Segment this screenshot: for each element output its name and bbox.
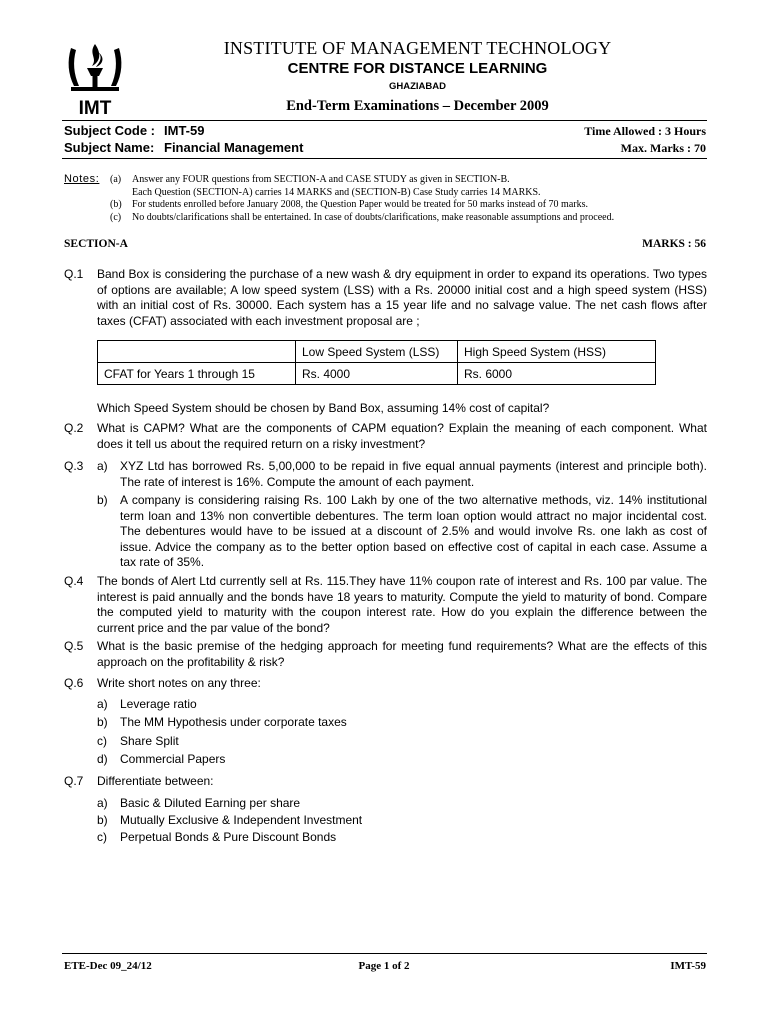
list-item-letter: c) <box>97 734 107 748</box>
centre-name: CENTRE FOR DISTANCE LEARNING <box>287 60 548 77</box>
note-c-line-1: No doubts/clarifications shall be entertained. In case of doubts/clarifications, make reasonable assumptions and proceed. <box>132 212 615 223</box>
q7-number: Q.7 <box>64 774 84 788</box>
footer-code: ETE-Dec 09_24/12 <box>64 960 152 972</box>
q7-text: Differentiate between: <box>97 774 214 788</box>
logo-text: IMT <box>78 98 112 118</box>
list-item: Share Split <box>120 734 179 748</box>
table-cell-lss: Rs. 4000 <box>296 363 458 385</box>
subject-code-line <box>64 123 204 138</box>
exam-title: End-Term Examinations – December 2009 <box>286 98 549 114</box>
imt-logo <box>62 40 128 118</box>
table-row <box>98 363 656 385</box>
q2-text: What is CAPM? What are the components of CAPM equation? Explain the meaning of each component. What does it tell us about the required return on a risky investment? <box>97 421 707 451</box>
list-item: The MM Hypothesis under corporate taxes <box>120 715 347 729</box>
note-b-line-1: For students enrolled before January 2008, the Question Paper would be treated for 50 marks instead of 70 marks. <box>132 199 588 210</box>
q1-number: Q.1 <box>64 267 84 281</box>
subject-code-value: IMT-59 <box>164 123 205 138</box>
note-c-letter: (c) <box>110 212 122 223</box>
q4-number: Q.4 <box>64 574 84 588</box>
section-marks: MARKS : 56 <box>642 238 706 250</box>
table-header-lss: Low Speed System (LSS) <box>296 341 458 363</box>
subject-name-value: Financial Management <box>164 140 304 155</box>
q4-text: The bonds of Alert Ltd currently sell at Rs. 115.They have 11% coupon rate of interest and Rs. 100 par value. The interest is paid annually and the bonds have 18 years to maturity. Compute the yield to maturity of bond. Compare the computed yield to maturity with the coupon interest rate. How do you explain the difference between the current price and the par value of the bond? <box>97 574 707 635</box>
list-item-letter: b) <box>97 715 108 729</box>
q1-question: Which Speed System should be chosen by Band Box, assuming 14% cost of capital? <box>97 401 550 415</box>
note-a-line-2: Each Question (SECTION-A) carries 14 MARKS and (SECTION-B) Case Study carries 14 MARKS. <box>132 187 541 198</box>
table-header-hss: High Speed System (HSS) <box>458 341 656 363</box>
list-item: Commercial Papers <box>120 752 226 766</box>
table-header-cell-empty <box>98 341 296 363</box>
header-rule-bottom <box>62 158 707 159</box>
q6-number: Q.6 <box>64 676 84 690</box>
list-item-letter: c) <box>97 830 107 844</box>
max-marks: Max. Marks : 70 <box>620 141 706 155</box>
note-a-letter: (a) <box>110 174 122 185</box>
q3-a-text: XYZ Ltd has borrowed Rs. 5,00,000 to be repaid in five equal annual payments (interest and principle both). The rate of interest is 16%. Compute the amount of each payment. <box>120 459 707 489</box>
q6-text: Write short notes on any three: <box>97 676 261 690</box>
note-b-letter: (b) <box>110 199 122 210</box>
header-rule-top <box>62 120 707 121</box>
list-item-letter: a) <box>97 796 108 810</box>
subject-name-line <box>64 140 303 155</box>
q3-b-letter: b) <box>97 493 108 507</box>
footer-rule <box>62 953 707 954</box>
list-item: Mutually Exclusive & Independent Investment <box>120 813 363 827</box>
q1-text: Band Box is considering the purchase of a new wash & dry equipment in order to expand its operations. Two types of options are available; A low speed system (LSS) with a Rs. 20000 initial cost and a high speed system (HSS) with an initial cost of Rs. 30000. Each system has a 15 year life and no salvage value. The net cash flows after taxes (CFAT) associated with each investment proposal are ; <box>97 267 707 328</box>
cfat-table <box>97 340 656 385</box>
list-item-letter: a) <box>97 697 108 711</box>
note-a-line-1: Answer any FOUR questions from SECTION-A and CASE STUDY as given in SECTION-B. <box>132 174 510 185</box>
q3-a-letter: a) <box>97 459 108 473</box>
q5-text: What is the basic premise of the hedging approach for meeting fund requirements? What are the effects of this approach on the profitability & risk? <box>97 639 707 669</box>
city-name: GHAZIABAD <box>389 81 446 92</box>
q3-b-text: A company is considering raising Rs. 100 Lakh by one of the two alternative methods, viz. 14% institutional term loan and 13% non convertible debentures. The term loan option would attract no major incidental cost. The debentures would have to be issued at a discount of 2.5% and would involve Rs. one lakh as cost of issue. Advice the company as to the better option based on effective cost of capital in each case. Assume a tax rate of 35%. <box>120 493 707 570</box>
table-header-row <box>98 341 656 363</box>
institute-name: INSTITUTE OF MANAGEMENT TECHNOLOGY <box>223 38 612 58</box>
list-item: Leverage ratio <box>120 697 197 711</box>
table-row-label: CFAT for Years 1 through 15 <box>98 363 296 385</box>
q5-number: Q.5 <box>64 639 84 653</box>
list-item: Perpetual Bonds & Pure Discount Bonds <box>120 830 337 844</box>
list-item-letter: d) <box>97 752 108 766</box>
table-cell-hss: Rs. 6000 <box>458 363 656 385</box>
list-item: Basic & Diluted Earning per share <box>120 796 301 810</box>
page-number: Page 1 of 2 <box>358 960 410 972</box>
section-title: SECTION-A <box>64 238 128 250</box>
footer-subject: IMT-59 <box>670 960 706 972</box>
q2-number: Q.2 <box>64 421 84 435</box>
notes-label: Notes: <box>64 173 100 185</box>
q3-number: Q.3 <box>64 459 84 473</box>
subject-name-label: Subject Name: <box>64 140 155 155</box>
time-allowed: Time Allowed : 3 Hours <box>584 124 706 138</box>
list-item-letter: b) <box>97 813 108 827</box>
subject-code-label: Subject Code : <box>64 123 156 138</box>
